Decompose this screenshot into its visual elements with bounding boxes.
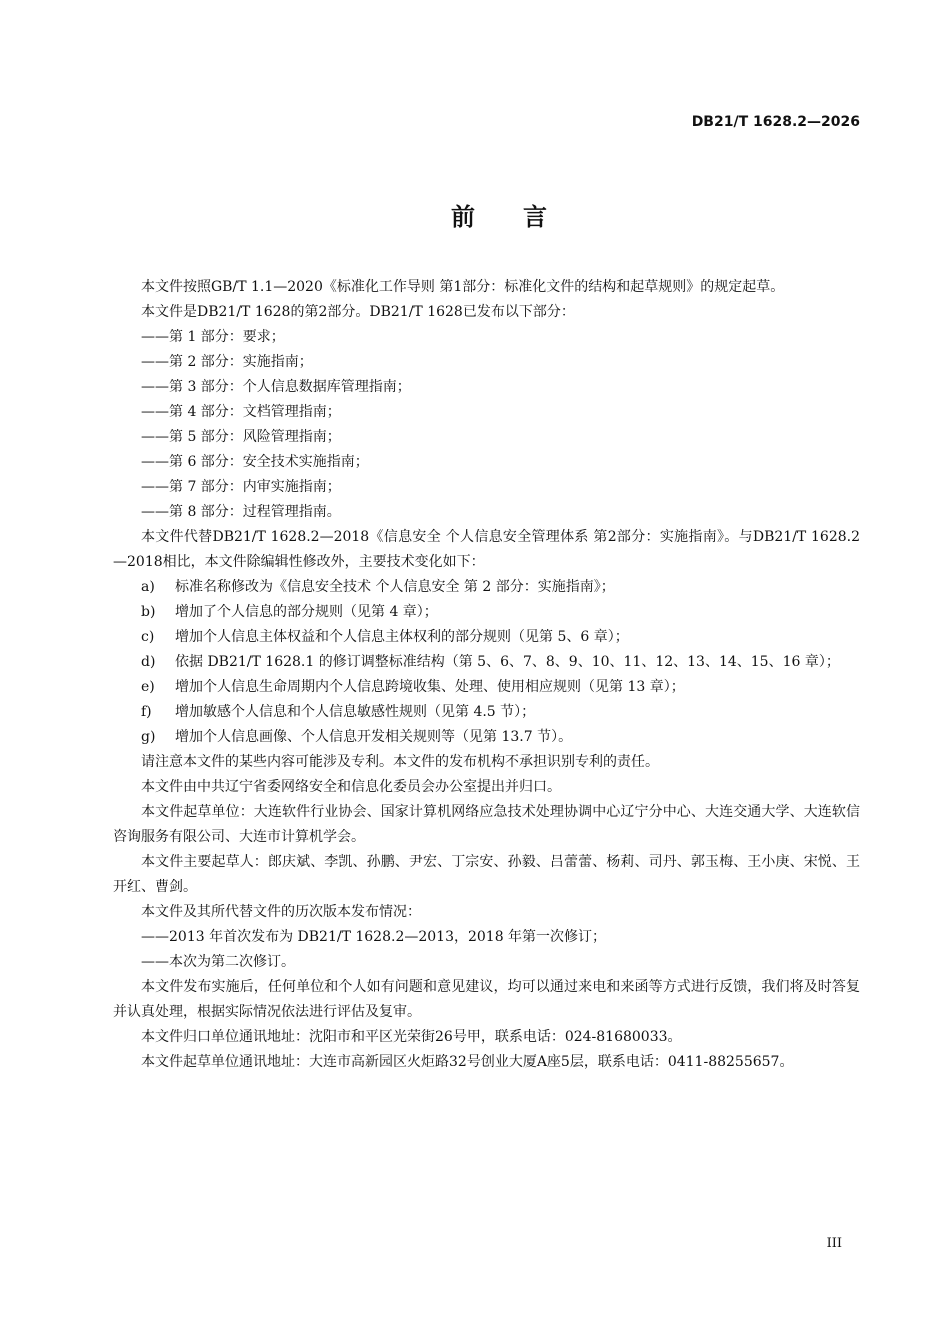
paragraph-drafter-address: 本文件起草单位通讯地址：大连市高新园区火炬路32号创业大厦A座5层，联系电话：0411-88255657。 bbox=[141, 1054, 794, 1070]
paragraph-parts-intro: 本文件是DB21/T 1628的第2部分。DB21/T 1628已发布以下部分： bbox=[141, 304, 575, 320]
part-list-item: ——第 3 部分：个人信息数据库管理指南； bbox=[141, 379, 411, 395]
history-list-item: ——本次为第二次修订。 bbox=[141, 954, 295, 970]
change-label: f) bbox=[141, 704, 152, 720]
history-list-item: ——2013 年首次发布为 DB21/T 1628.2—2013，2018 年第一次修订； bbox=[141, 929, 607, 945]
change-label: e) bbox=[141, 679, 155, 695]
foreword-body bbox=[113, 275, 860, 1075]
page-title: 前言 bbox=[451, 203, 595, 231]
part-list-item: ——第 2 部分：实施指南； bbox=[141, 354, 313, 370]
change-text: 标准名称修改为《信息安全技术 个人信息安全 第 2 部分：实施指南》； bbox=[175, 579, 615, 595]
paragraph-proposer: 本文件由中共辽宁省委网络安全和信息化委员会办公室提出并归口。 bbox=[141, 779, 561, 795]
change-label: b) bbox=[141, 604, 156, 620]
change-label: d) bbox=[141, 654, 156, 670]
part-list-item: ——第 5 部分：风险管理指南； bbox=[141, 429, 341, 445]
part-list-item: ——第 8 部分：过程管理指南。 bbox=[141, 504, 341, 520]
change-label: a) bbox=[141, 579, 155, 595]
change-text: 增加敏感个人信息和个人信息敏感性规则（见第 4.5 节）； bbox=[175, 704, 536, 720]
change-list-item bbox=[113, 700, 860, 725]
part-list-item: ——第 7 部分：内审实施指南； bbox=[141, 479, 341, 495]
part-list-item: ——第 1 部分：要求； bbox=[141, 329, 285, 345]
change-text: 增加个人信息画像、个人信息开发相关规则等（见第 13.7 节）。 bbox=[175, 729, 573, 745]
document-code-header: DB21/T 1628.2—2026 bbox=[691, 114, 860, 130]
page-number: III bbox=[826, 1236, 842, 1251]
paragraph-feedback: 本文件发布实施后，任何单位和个人如有问题和意见建议，均可以通过来电和来函等方式进行反馈，我们将及时答复并认真处理，根据实际情况依法进行评估及复审。 bbox=[113, 979, 860, 1020]
change-list-item bbox=[113, 575, 860, 600]
change-text: 增加了个人信息的部分规则（见第 4 章）； bbox=[175, 604, 438, 620]
paragraph-drafting-units: 本文件起草单位：大连软件行业协会、国家计算机网络应急技术处理协调中心辽宁分中心、大连交通大学、大连软信咨询服务有限公司、大连市计算机学会。 bbox=[113, 804, 860, 845]
paragraph-history-intro: 本文件及其所代替文件的历次版本发布情况： bbox=[141, 904, 421, 920]
change-text: 增加个人信息生命周期内个人信息跨境收集、处理、使用相应规则（见第 13 章）； bbox=[175, 679, 685, 695]
change-label: g) bbox=[141, 729, 156, 745]
paragraph-drafters: 本文件主要起草人：郎庆斌、李凯、孙鹏、尹宏、丁宗安、孙毅、吕蕾蕾、杨莉、司丹、郭玉梅、王小庚、宋悦、王开红、曹剑。 bbox=[113, 854, 860, 895]
change-text: 依据 DB21/T 1628.1 的修订调整标准结构（第 5、6、7、8、9、10、11、12、13、14、15、16 章）； bbox=[175, 654, 840, 670]
paragraph-authority-address: 本文件归口单位通讯地址：沈阳市和平区光荣街26号甲，联系电话：024-81680033。 bbox=[141, 1029, 682, 1045]
change-list-item bbox=[113, 675, 860, 700]
paragraph-drafting-basis: 本文件按照GB/T 1.1—2020《标准化工作导则 第1部分：标准化文件的结构和起草规则》的规定起草。 bbox=[141, 279, 785, 295]
change-label: c) bbox=[141, 629, 155, 645]
paragraph-patent-notice: 请注意本文件的某些内容可能涉及专利。本文件的发布机构不承担识别专利的责任。 bbox=[141, 754, 659, 770]
change-list-item bbox=[113, 625, 860, 650]
part-list-item: ——第 6 部分：安全技术实施指南； bbox=[141, 454, 369, 470]
part-list-item: ——第 4 部分：文档管理指南； bbox=[141, 404, 341, 420]
change-text: 增加个人信息主体权益和个人信息主体权利的部分规则（见第 5、6 章）； bbox=[175, 629, 629, 645]
change-list-item bbox=[113, 725, 860, 750]
change-list-item bbox=[113, 650, 860, 675]
paragraph-replacement: 本文件代替DB21/T 1628.2—2018《信息安全 个人信息安全管理体系 第2部分：实施指南》。与DB21/T 1628.2—2018相比，本文件除编辑性修改外，主要技术变化如下： bbox=[113, 529, 860, 570]
change-list-item bbox=[113, 600, 860, 625]
